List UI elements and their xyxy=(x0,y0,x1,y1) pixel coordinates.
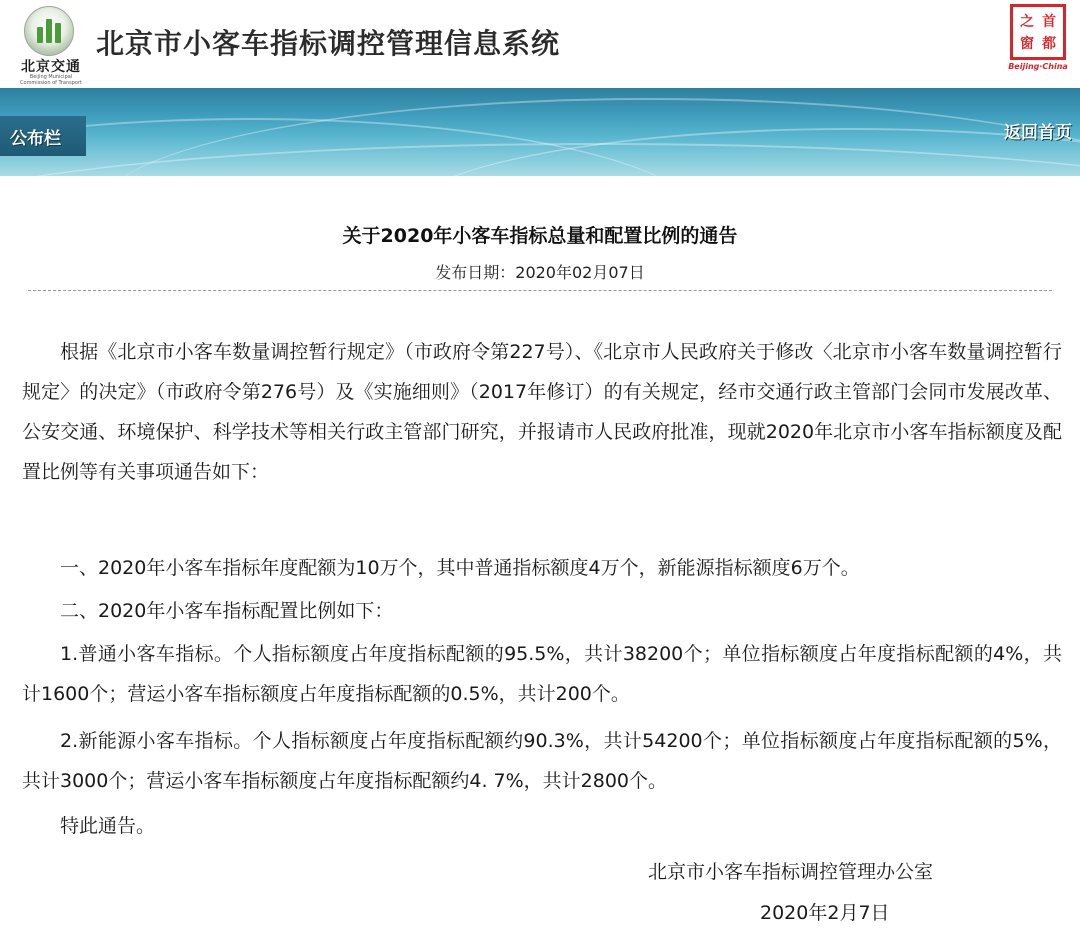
notice-paragraph: 1.普通小客车指标。个人指标额度占年度指标配额的95.5%，共计38200个；单位指标额度占年度指标配额的4%，共计1600个；营运小客车指标额度占年度指标配额的0.5%，共计200个。 xyxy=(22,643,1062,705)
capital-window-logo[interactable] xyxy=(1006,4,1070,74)
bulletin-tab[interactable] xyxy=(0,116,86,156)
divider xyxy=(28,290,1052,291)
home-link[interactable]: 返回首页 xyxy=(1004,123,1072,143)
seal-caption: Beijing·China xyxy=(1008,62,1068,71)
publish-date: 发布日期：2020年02月07日 xyxy=(435,263,645,282)
site-header xyxy=(0,0,1080,88)
signature: 北京市小客车指标调控管理办公室 xyxy=(648,861,934,883)
seal-char: 首 xyxy=(1042,14,1056,30)
bulletin-label: 公布栏 xyxy=(10,129,61,149)
notice-paragraph: 特此通告。 xyxy=(60,815,156,837)
notice-paragraph: 2.新能源小客车指标。个人指标额度占年度指标配额约90.3%，共计54200个；单位指标额度占年度指标配额的5%，共计3000个；营运小客车指标额度占年度指标配额约4. 7%，共计2800个。 xyxy=(22,730,1062,792)
seal-char: 之 xyxy=(1020,14,1034,30)
beijing-transport-logo[interactable] xyxy=(10,6,88,86)
notice-paragraph: 二、2020年小客车指标配置比例如下： xyxy=(60,600,394,622)
notice-title: 关于2020年小客车指标总量和配置比例的通告 xyxy=(342,225,738,247)
seal-char: 窗 xyxy=(1020,36,1034,52)
site-title: 北京市小客车指标调控管理信息系统 xyxy=(96,27,561,60)
logo-subtext: Beijing Municipal Commission of Transport xyxy=(20,74,82,86)
logo-text: 北京交通 xyxy=(21,59,81,75)
notice-paragraph: 一、2020年小客车指标年度配额为10万个，其中普通指标额度4万个，新能源指标额度6万个。 xyxy=(60,557,860,579)
banner xyxy=(0,88,1080,176)
seal-char: 都 xyxy=(1042,36,1056,52)
notice-paragraph: 根据《北京市小客车数量调控暂行规定》（市政府令第227号）、《北京市人民政府关于修改〈北京市小客车数量调控暂行规定〉的决定》（市政府令第276号）及《实施细则》（2017年修订）的有关规定，经市交通行政主管部门会同市发展改革、公安交通、环境保护、科学技术等相关行政主管部门研究，并报请市人民政府批准，现就2020年北京市小客车指标额度及配置比例等有关事项通告如下： xyxy=(22,341,1062,483)
seal-icon xyxy=(1010,4,1066,60)
logo-emblem-icon xyxy=(24,6,74,56)
sign-date: 2020年2月7日 xyxy=(760,902,890,924)
